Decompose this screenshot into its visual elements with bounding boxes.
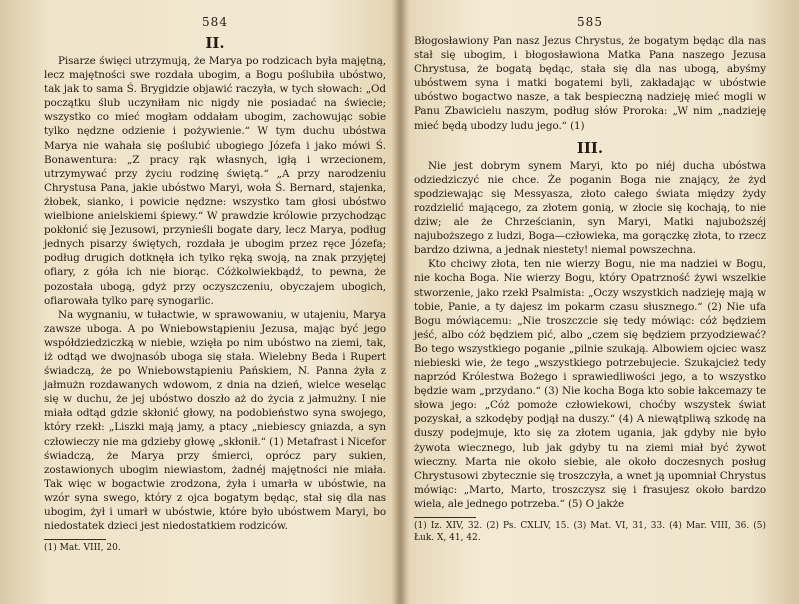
footnote-rule <box>414 517 476 518</box>
left-footnote: (1) Mat. VIII, 20. <box>44 543 121 554</box>
left-page-number: 584 <box>202 15 228 29</box>
right-paragraph-2: Kto chciwy złota, ten nie wierzy Bogu, nie ma nadziei w Bogu, nie kocha Boga. Nie wierzy Bogu, który Opatrzność żywi wszelkie stworzenie, jako rzekł Psalmista: „Oczy wszystkich nadzieję mają w tobie, Panie, a ty dajesz im pokarm czasu słusznego.“ (2) Nie ufa Bogu mówiącemu: „Nie troszczcie się tedy mówiąc: cóż będziem jeść, albo cóż będziem pić, albo „czem się będziem przyodziewać? Bo tego wszystkiego poganie „pilnie szukają. Albowiem ojciec wasz niebieski wie, że tego „wszystkiego potrzebujecie. Szukajcież tedy naprzód Królestwa Bożego i sprawiedliwości jego, a to wszystko będzie wam „przydano.“ (3) Nie kocha Boga kto sobie łakcemazy te słowa jego: „Cóż pomoże człowiekowi, choćby wszystek świat pozyskał, a szkodęby podjął na duszy.“ (4) A niewątpliwą szkodę na duszy podejmuje, kto się za złotem ugania, jak gdyby nie było żywota wiecznego, lub jak gdyby tu na ziemi miał być żywot wieczny. Marta nie około siebie, ale około doczesnych posług Chrystusowi zbytecznie się troszczyła, a wnet ją upomniał Chrystus mówiąc: „Marto, Marto, troszczysz się i frasujesz około bardzo wiela, ale jednego potrzeba.“ (5) O jakże <box>414 258 766 510</box>
right-paragraph-1: Nie jest dobrym synem Maryi, kto po niéj ducha ubóstwa odziedziczyć nie chce. Że poganin Boga nie znający, że żyd spodziewając się Messyasza, złoto całego świata między żydy rozdzielić mającego, za złotem gonią, w złocie się kochają, to nie dziw; ale że Chrześcianin, syn Maryi, Matki najuboższéj najuboższego z ludzi, Boga—człowieka, ma gorączkę złota, to rzecz bardzo dziwna, a jednak niestety! niemal powszechna. <box>414 159 766 257</box>
left-page <box>44 10 386 595</box>
section-heading-ii: II. <box>205 34 225 52</box>
right-body-text <box>414 159 766 511</box>
right-page-number: 585 <box>577 15 603 29</box>
section-heading-iii: III. <box>576 138 604 157</box>
right-intro-text <box>414 34 766 133</box>
book-gutter <box>392 0 410 604</box>
left-paragraph-2: Na wygnaniu, w tułactwie, w sprawowaniu, w utajeniu, Marya zawsze uboga. A po Wniebowstąpieniu Jezusa, mając być jego współdziedziczką w niebie, wzięła po nim ubóstwo na ziemi, tak, iż odtąd we dwojnasób uboga się stała. Wielebny Beda i Rupert świadczą, że po Wniebowstąpieniu Pańskiem, N. Panna żyła z jałmużn rozdawanych wdowom, z dnia na dzień, wielce weseląc się w duchu, że jej ubóstwo doszło aż do życia z jałmużny. I nie miała odtąd gdzie skłonić głowy, na podobieństwo syna swojego, który rzekł: „Liszki mają jamy, a ptacy „niebiescy gniazda, a syn człowieczy nie ma gdzieby głowę „skłonił.“ (1) Metafrast i Nicefor świadczą, że Marya przy śmierci, oprócz pary sukien, zostawionych ubogim niewiastom, żadnéj majętności nie miała. Tak więc w bogactwie zrodzona, żyła i umarła w ubóstwie, na wzór syna swego, który z ojca bogatym będąc, stał się dla nas ubogim, żył i umarł w ubóstwie, które było ubóstwem Maryi, bo niedostatek dzieci jest niedostatkiem rodziców. <box>44 308 386 533</box>
right-intro-paragraph: Błogosławiony Pan nasz Jezus Chrystus, że bogatym będąc dla nas stał się ubogim, i błogosławiona Matka Pana naszego Jezusa Chrystusa, że bogatą będąc, stała się dla nas ubogą, abyśmy ubóstwem syna i matki bogatemi byli, zakładając w ubóstwie ubóstwo bogactwo nasze, a tak bespieczną nadzieję mieć mogli w Panu Zbawicielu naszym, podług słów Proroka: „W nim „nadzieję mieć będą ubodzy ludu jego.“ (1) <box>414 35 766 132</box>
left-paragraph-1: Pisarze święci utrzymują, że Marya po rodzicach była majętną, lecz majętności swe rozdała ubogim, a Bogu poślubiła ubóstwo, tak jak to sama Ś. Brygidzie objawić raczyła, w tych słowach: „Od początku ślub uczyniłam nic nigdy nie posiadać na świecie; wszystko co mieć mogłam oddałam ubogim, zachowując sobie tylko nędzne odzienie i pożywienie.“ W tym duchu ubóstwa Marya nie wahała się poślubić ubogiego Józefa i jako mówi Ś. Bonawentura: „Z pracy rąk własnych, igłą i wrzecionem, utrzymywać przy życiu rodzinę świętą.“ „A przy narodzeniu Chrystusa Pana, jakie ubóstwo Maryi, woła Ś. Bernard, stajenka, żłobek, sianko, i powicie nędzne: wszystko tam głosi ubóstwo wielbione anielskiemi śpiewy.“ W prawdzie królowie przychodząc pokłonić się Jezusowi, przynieśli bogate dary, lecz Marya, podług jednych pisarzy świętych, rozdała je ubogim przez ręce Józefa; podług drugich dotknęła ich tylko ręką swoją, na znak przyjętej ofiary, z góła ich nie biorąc. Cóżkolwiekbądź, to pewna, że pozostała ubogą, gdyż przy oczyszczeniu, obyczajem ubogich, ofiarowała tylko parę synogarlic. <box>44 55 386 307</box>
right-page <box>414 10 766 595</box>
right-footnotes: (1) Iz. XIV, 32. (2) Ps. CXLIV, 15. (3) Mat. VI, 31, 33. (4) Mar. VIII, 36. (5) Łuk. X, 41, 42. <box>414 521 766 543</box>
footnote-rule <box>44 539 106 540</box>
left-body-text <box>44 54 386 533</box>
